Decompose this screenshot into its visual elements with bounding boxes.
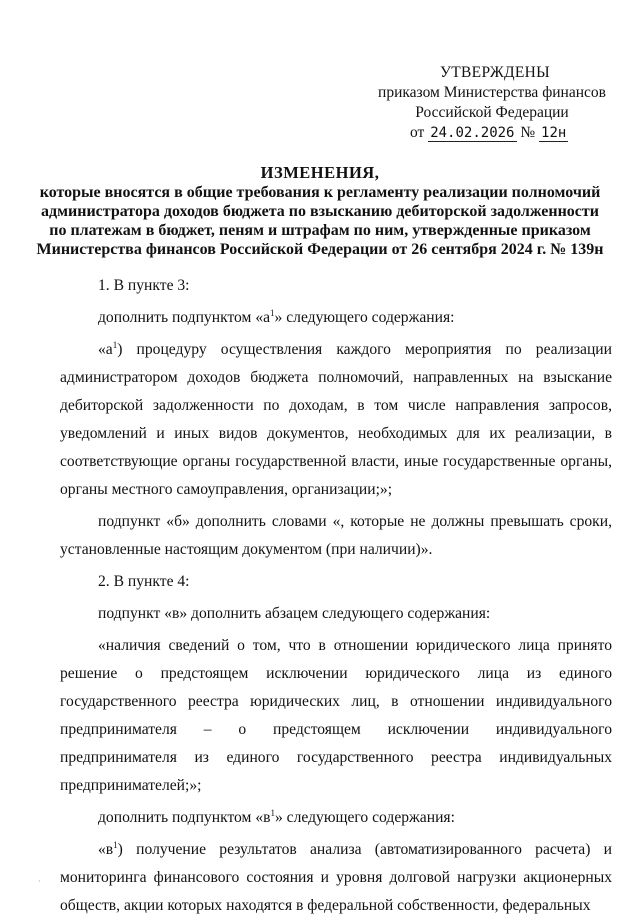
date-prefix: от bbox=[410, 124, 425, 141]
paragraph-9 bbox=[60, 836, 612, 920]
title-head: ИЗМЕНЕНИЯ, bbox=[260, 163, 380, 182]
p3-text: «а bbox=[98, 341, 113, 358]
paragraph-1: 1. В пункте 3: bbox=[98, 277, 190, 294]
scan-speck: · bbox=[38, 877, 41, 886]
approval-line-1: приказом Министерства финансов bbox=[378, 84, 606, 101]
paragraph-3 bbox=[60, 336, 612, 504]
title-line-2: администратора доходов бюджета по взысканию дебиторской задолженности bbox=[41, 203, 599, 220]
p8-text-end: » следующего содержания: bbox=[274, 809, 455, 826]
paragraph-6: подпункт «в» дополнить абзацем следующего содержания: bbox=[98, 605, 491, 622]
p8-superscript: 1 bbox=[270, 807, 275, 818]
p8-text: дополнить подпунктом «в bbox=[98, 809, 271, 826]
p3-text-end: ) процедуру осуществления каждого мероприятия по реализации администратором доходов бюджета полномочий, направленных на взыскание дебиторской задолженности по доходам, в том числе направления запросов, уведомлений и иных видов документов, необходимых для их реализации, в соответствующие органы государственной власти, иные государственные органы, органы местного самоуправления, организации;»; bbox=[60, 341, 612, 498]
title-line-4: Министерства финансов Российской Федерации от 26 сентября 2024 г. № 139н bbox=[36, 241, 604, 258]
paragraph-4: подпункт «б» дополнить словами «, которые не должны превышать сроки, установленные настоящим документом (при наличии)». bbox=[60, 513, 612, 558]
approval-date-line bbox=[372, 123, 612, 143]
paragraph-7: «наличия сведений о том, что в отношении юридического лица принято решение о предстоящем исключении юридического лица из единого государственного реестра юридических лиц, в отношении индивидуального предпринимателя – о предстоящем исключении индивидуального предпринимателя из единого государственного реестра индивидуальных предпринимателей;»; bbox=[60, 637, 612, 794]
number-prefix: № bbox=[520, 124, 536, 141]
p2-text-end: » следующего содержания: bbox=[274, 309, 455, 326]
p9-text-end: ) получение результатов анализа (автоматизированного расчета) и мониторинга финансового состояния и уровня долговой нагрузки акционерных обществ, акции которых находятся в федеральной собственности, федеральных bbox=[60, 841, 612, 914]
paragraph-5: 2. В пункте 4: bbox=[98, 573, 190, 590]
approval-number: 12н bbox=[541, 125, 567, 141]
approval-block bbox=[372, 63, 612, 143]
p3-superscript: 1 bbox=[112, 339, 118, 350]
p9-text: «в bbox=[98, 841, 114, 858]
p2-text: дополнить подпунктом «а bbox=[98, 309, 271, 326]
title-line-1: которые вносятся в общие требования к регламенту реализации полномочий bbox=[39, 184, 601, 201]
document-body bbox=[60, 272, 612, 920]
paragraph-8 bbox=[60, 804, 612, 832]
paragraph-2 bbox=[60, 304, 612, 332]
title-line-3: по платежам в бюджет, пеням и штрафам по ним, утвержденные приказом bbox=[49, 222, 591, 239]
p9-superscript: 1 bbox=[113, 839, 118, 850]
approval-line-2: Российской Федерации bbox=[415, 104, 569, 121]
p2-superscript: 1 bbox=[270, 307, 275, 318]
document-title bbox=[0, 163, 640, 259]
approval-title: УТВЕРЖДЕНЫ bbox=[440, 64, 550, 81]
approval-date: 24.02.2026 bbox=[430, 125, 515, 141]
